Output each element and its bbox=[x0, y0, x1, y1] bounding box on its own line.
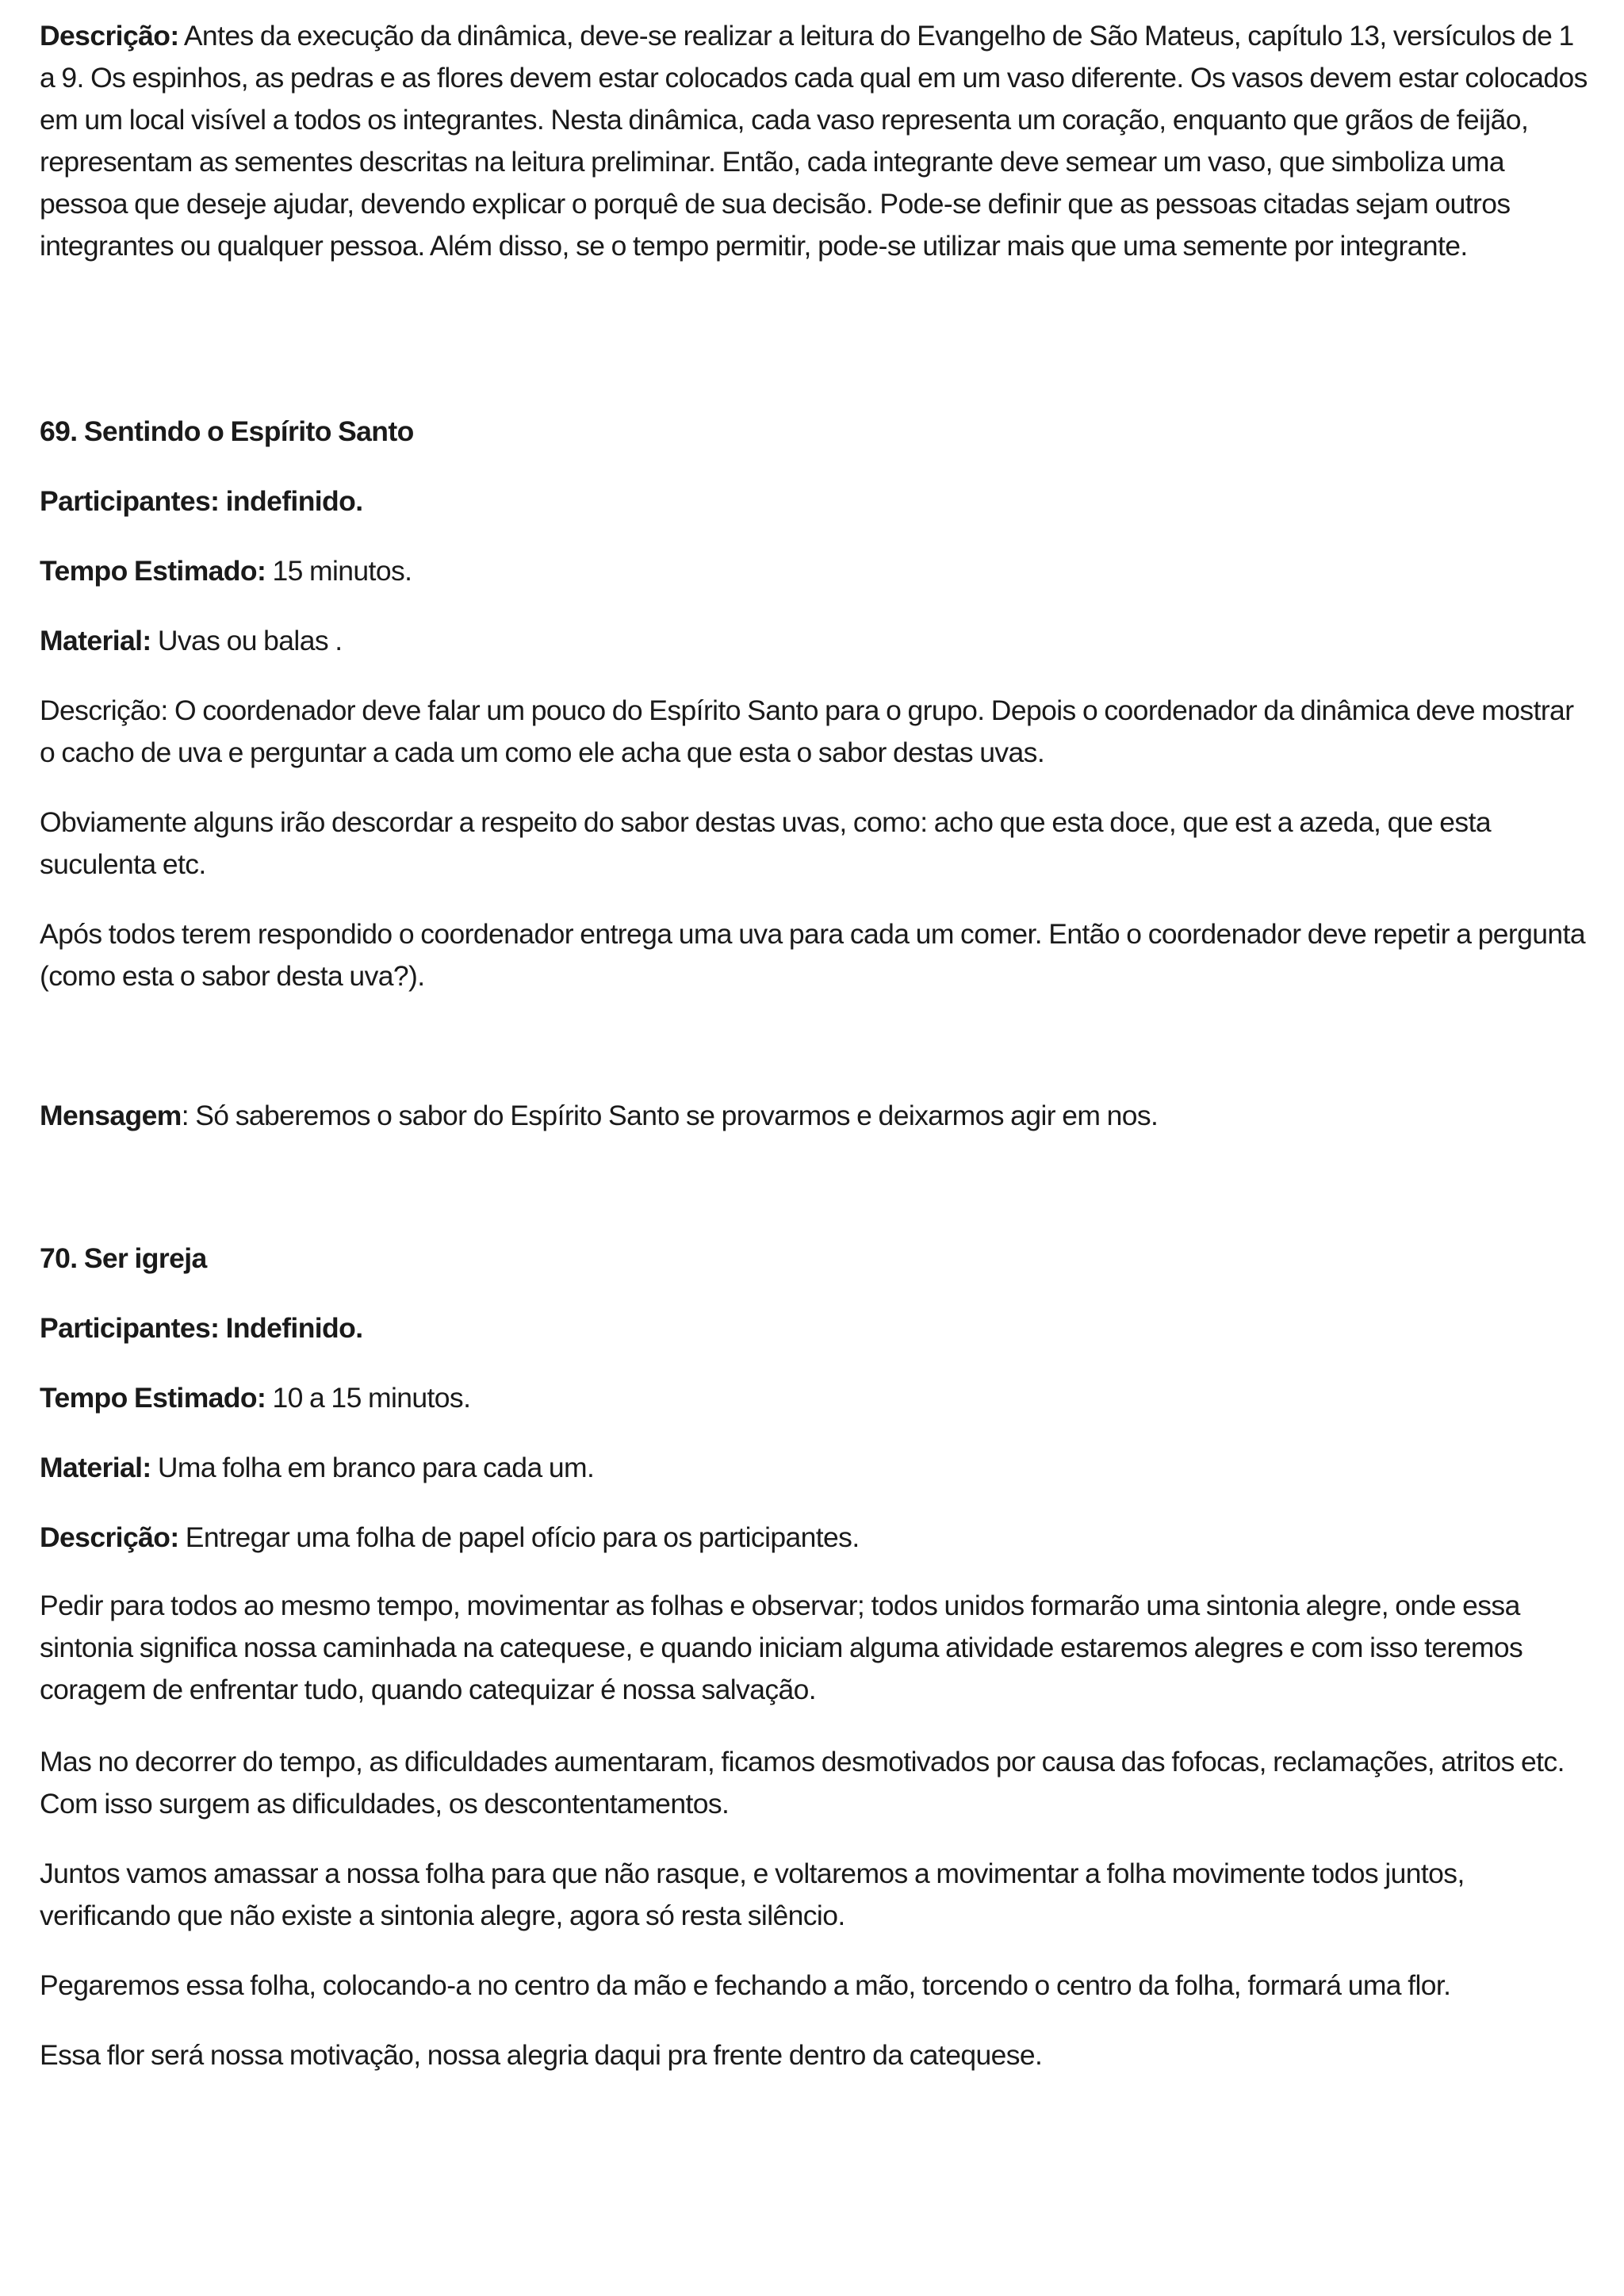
section-69-title: 69. Sentindo o Espírito Santo bbox=[40, 415, 414, 447]
section-69-tempo-value: 15 minutos. bbox=[266, 555, 412, 587]
document-page bbox=[40, 0, 1594, 2296]
section-70-tempo bbox=[40, 1377, 1594, 1419]
intro-paragraph bbox=[40, 15, 1594, 267]
section-70-descricao-value: Entregar uma folha de papel ofício para os participantes. bbox=[178, 1521, 860, 1553]
section-70-tempo-label: Tempo Estimado: bbox=[40, 1382, 266, 1414]
section-70-paragraph-4: Pegaremos essa folha, colocando-a no centro da mão e fechando a mão, torcendo o centro da folha, formará uma flor. bbox=[40, 1969, 1451, 2001]
section-69-mensagem-value: : Só saberemos o sabor do Espírito Santo se provarmos e deixarmos agir em nos. bbox=[181, 1100, 1159, 1131]
intro-text: Antes da execução da dinâmica, deve-se realizar a leitura do Evangelho de São Mateus, capítulo 13, versículos de 1 a 9. Os espinhos, as pedras e as flores devem estar colocados cada qual em um vaso diferente. Os vasos devem estar colocados em um local visível a todos os integrantes. Nesta dinâmica, cada vaso representa um coração, enquanto que grãos de feijão, representam as sementes descritas na leitura preliminar. Então, cada integrante deve semear um vaso, que simboliza uma pessoa que deseje ajudar, devendo explicar o porquê de sua decisão. Pode-se definir que as pessoas citadas sejam outros integrantes ou qualquer pessoa. Além disso, se o tempo permitir, pode-se utilizar mais que uma semente por integrante. bbox=[40, 20, 1588, 262]
section-70-tempo-value: 10 a 15 minutos. bbox=[266, 1382, 471, 1414]
section-70-title: 70. Ser igreja bbox=[40, 1242, 207, 1274]
section-70-descricao bbox=[40, 1517, 1594, 1559]
section-70-paragraph-5: Essa flor será nossa motivação, nossa alegria daqui pra frente dentro da catequese. bbox=[40, 2039, 1043, 2071]
section-69-participantes: Participantes: indefinido. bbox=[40, 485, 363, 517]
section-69-material bbox=[40, 620, 1594, 662]
section-70-paragraph-1: Pedir para todos ao mesmo tempo, movimentar as folhas e observar; todos unidos formarão uma sintonia alegre, onde essa sintonia significa nossa caminhada na catequese, e quando iniciam alguma atividade estaremos alegres e com isso teremos coragem de enfrentar tudo, quando catequizar é nossa salvação. bbox=[40, 1590, 1523, 1705]
section-70-paragraph-2: Mas no decorrer do tempo, as dificuldades aumentaram, ficamos desmotivados por causa das fofocas, reclamações, atritos etc. Com isso surgem as dificuldades, os descontentamentos. bbox=[40, 1746, 1565, 1820]
section-70-material-label: Material: bbox=[40, 1452, 151, 1483]
section-69-tempo-label: Tempo Estimado: bbox=[40, 555, 266, 587]
section-69-paragraph-3: Após todos terem respondido o coordenador entrega uma uva para cada um comer. Então o coordenador deve repetir a pergunta (como esta o sabor desta uva?). bbox=[40, 918, 1585, 992]
section-69-material-label: Material: bbox=[40, 625, 151, 656]
section-69-descricao: Descrição: O coordenador deve falar um pouco do Espírito Santo para o grupo. Depois o coordenador da dinâmica deve mostrar o cacho de uva e perguntar a cada um como ele acha que esta o sabor destas uvas. bbox=[40, 695, 1574, 768]
section-69-mensagem-label: Mensagem bbox=[40, 1100, 182, 1131]
section-70-material-value: Uma folha em branco para cada um. bbox=[151, 1452, 595, 1483]
section-69-mensagem bbox=[40, 1095, 1594, 1137]
section-70-material bbox=[40, 1447, 1594, 1489]
section-70-descricao-label: Descrição: bbox=[40, 1521, 179, 1553]
section-70-participantes: Participantes: Indefinido. bbox=[40, 1312, 363, 1344]
section-69-paragraph-2: Obviamente alguns irão descordar a respeito do sabor destas uvas, como: acho que esta doce, que est a azeda, que esta suculenta etc. bbox=[40, 806, 1491, 880]
section-69-tempo bbox=[40, 550, 1594, 592]
section-69-material-value: Uvas ou balas . bbox=[151, 625, 343, 656]
section-70-paragraph-3: Juntos vamos amassar a nossa folha para que não rasque, e voltaremos a movimentar a folha movimente todos juntos, verificando que não existe a sintonia alegre, agora só resta silêncio. bbox=[40, 1858, 1465, 1931]
intro-label: Descrição: bbox=[40, 20, 179, 52]
